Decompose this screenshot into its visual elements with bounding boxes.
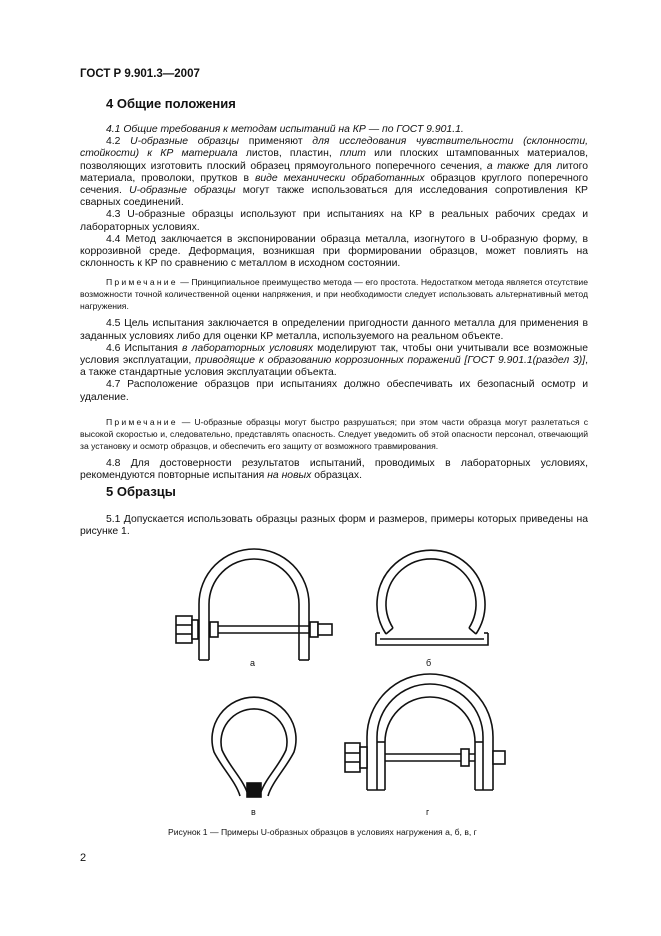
p46-text: , а также стандартные условия эксплуатации объекта. (80, 355, 588, 379)
paragraph-4-5: 4.5 Цель испытания заключается в определении пригодности данного металла для применения в заданных условиях либо для оценки КР металла, используемого на реальном объекте. (80, 318, 588, 342)
p42-text: применяют (239, 136, 313, 148)
p42-term: для исследования чувствительности (склонности, стойкости) к КР материала (80, 136, 589, 160)
p48-text: образцах. (311, 470, 362, 482)
p42-text: листов, пластин, (237, 148, 340, 160)
note-label: Примечание (106, 416, 178, 427)
paragraph-4-3: 4.3 U-образные образцы используют при испытаниях на КР в реальных рабочих средах и лабораторных условиях. (80, 209, 588, 233)
specimen-a (176, 549, 332, 660)
figure-label-g: г (426, 807, 430, 817)
paragraph-5-1: 5.1 Допускается использовать образцы разных форм и размеров, примеры которых приведены на рисунке 1. (80, 514, 588, 538)
paragraph-4-1-text: 4.1 Общие требования к методам испытаний на КР — по ГОСТ 9.901.1. (106, 124, 464, 135)
section-5-heading: 5 Образцы (106, 484, 176, 499)
p46-term: приводящие к образованию коррозионных поражений [ГОСТ 9.901.1(раздел 3)] (195, 355, 586, 367)
note-text: — Принципиальное преимущество метода — его простота. Недостатком метода является отсутствие возможности точной количественной оценки напряжения, и при необходимости следует использовать альтернативный метод нагружения. (80, 277, 588, 312)
note-text: — U-образные образцы могут быстро разрушаться; при этом части образца могут разлетаться с высокой скоростью и, следовательно, представлять опасность. Следует уведомить об этой опасности персонал, отвечающий за установку и осмотр образцов, и обеспечить его защиту от возможного травмирования. (80, 416, 588, 451)
document-header: ГОСТ Р 9.901.3—2007 (80, 68, 200, 80)
p42-num: 4.2 (106, 136, 131, 148)
p42-term: U-образные образцы (130, 136, 240, 148)
specimen-v (212, 697, 296, 797)
p42-term: а также (486, 160, 530, 172)
figure-label-a: а (250, 658, 256, 668)
note-label: Примечание (106, 277, 178, 288)
p48-text: 4.8 Для достоверности результатов испытаний, проводимых в лабораторных условиях, рекомендуются повторные испытания (80, 457, 588, 482)
p48-term: на новых (267, 470, 312, 482)
specimen-g (345, 674, 505, 790)
p46-text: 4.6 Испытания (106, 342, 182, 354)
p42-term: виде механически обработанных (254, 172, 425, 184)
figure-caption: Рисунок 1 — Примеры U-образных образцов в условиях нагружения а, б, в, г (168, 827, 477, 837)
specimen-b (376, 550, 488, 645)
p42-text: или плоских штампованных материалов, позволяющих изготовить плоский образец прямоугольного поперечного сечения, (80, 148, 589, 172)
p46-term: в лабораторных условиях (181, 342, 314, 354)
p42-term: плит (339, 148, 366, 160)
section-4-heading: 4 Общие положения (106, 96, 236, 111)
p42-text: могут также использоваться для исследования сопротивления КР сварных соединений. (80, 185, 588, 209)
p46-text: моделируют так, чтобы они учитывали все возможные условия эксплуатации, (80, 342, 588, 367)
page-number: 2 (80, 852, 87, 864)
paragraph-4-4: 4.4 Метод заключается в экспонировании образца металла, изогнутого в U-образную форму, в коррозивной среде. Деформация, возникшая при формировании образцов, может повлиять на склонность к КР по сравнению с металлом в исходном состоянии. (80, 233, 588, 270)
paragraph-4-7: 4.7 Расположение образцов при испытаниях должно обеспечивать их безопасный осмотр и удаление. (80, 379, 588, 403)
p42-text: для литого материала, проволоки, прутков в (80, 160, 589, 184)
p42-text: образцов круглого поперечного сечения. (80, 172, 588, 197)
p42-term: U-образные образцы (129, 185, 236, 197)
figure-label-v: в (251, 807, 256, 817)
figure-label-b: б (426, 658, 432, 668)
